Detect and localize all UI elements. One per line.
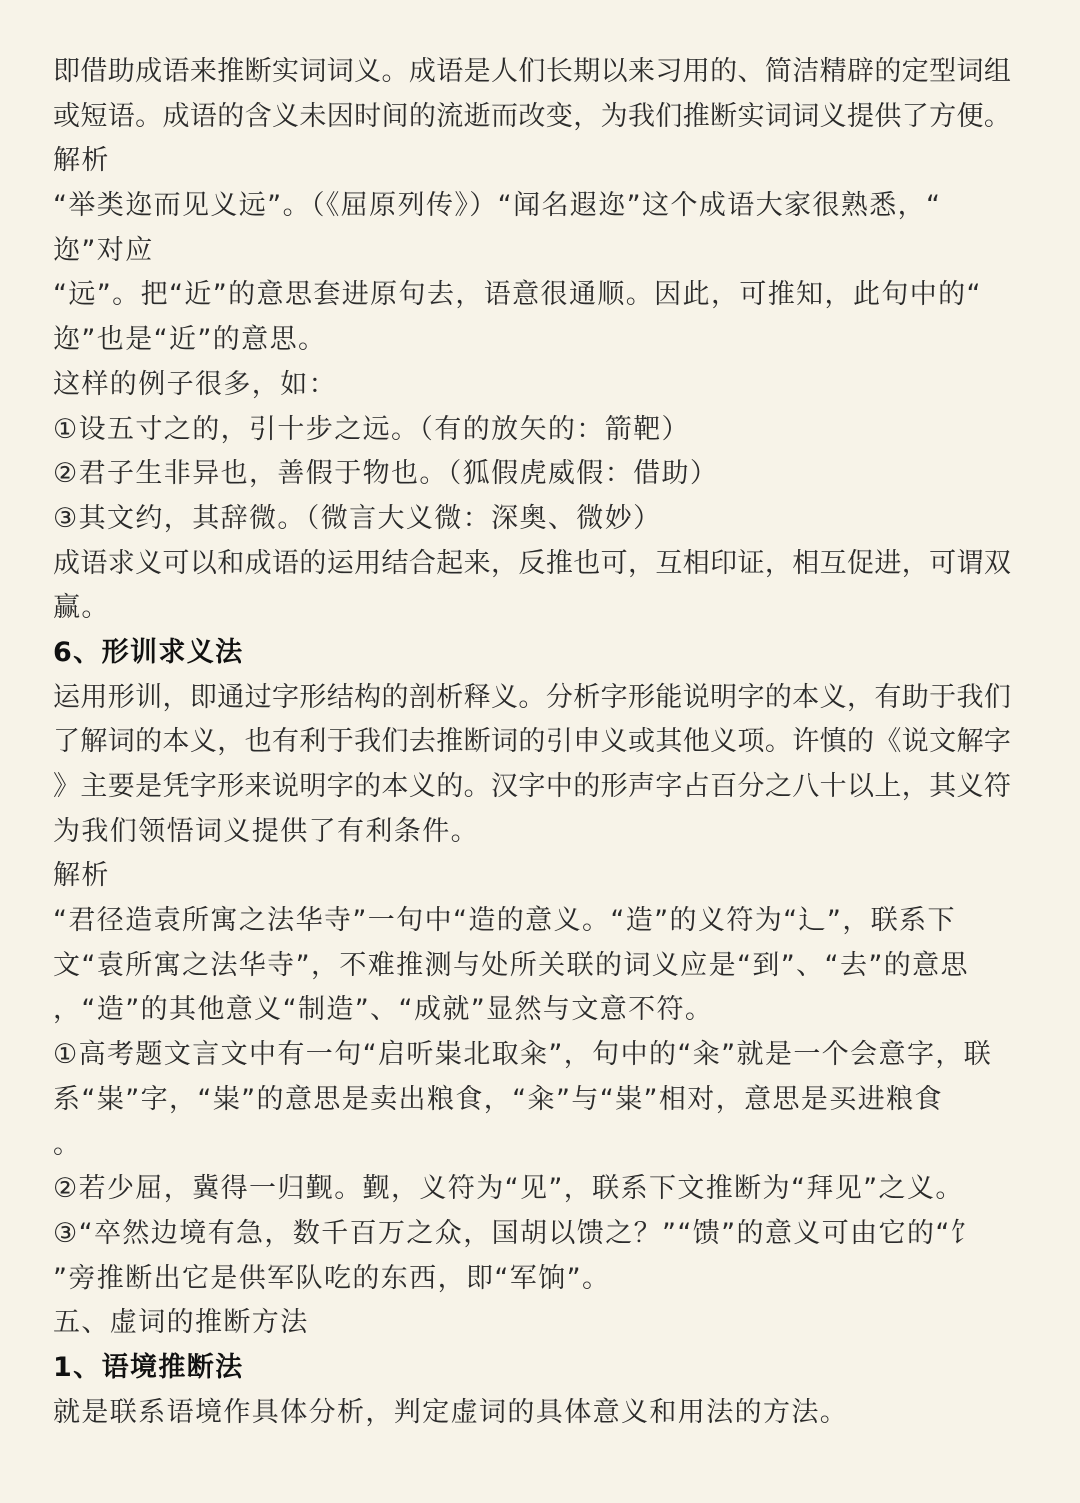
text-line: ①高考题文言文中有一句“启听粜北取籴”，句中的“籴”就是一个会意字，联 (53, 1039, 993, 1071)
text-line: “君径造袁所寓之法华寺”一句中“造的意义。“造”的义符为“辶”，联系下 (53, 905, 956, 937)
text-line: 五、虚词的推断方法 (53, 1307, 309, 1339)
text-line: ③“卒然边境有急，数千百万之众，国胡以馈之？”“馈”的意义可由它的“饣 (53, 1217, 980, 1249)
text-line: ”旁推断出它是供军队吃的东西，即“军饷”。 (53, 1262, 611, 1294)
text-line: 成语求义可以和成语的运用结合起来，反推也可，互相印证，相互促进，可谓双 (53, 547, 1012, 579)
text-line: 迩”对应 (53, 234, 154, 266)
text-line: 这样的例子很多，如： (53, 368, 337, 400)
section-heading: 1、语境推断法 (53, 1351, 244, 1383)
text-line: ，“造”的其他意义“制造”、“成就”显然与文意不符。 (53, 994, 714, 1026)
text-line: ②君子生非异也，善假于物也。（狐假虎威假：借助） (53, 458, 719, 490)
text-line: 》主要是凭字形来说明字的本义的。汉字中的形声字占百分之八十以上，其义符 (53, 771, 1012, 802)
text-line: 解析 (53, 860, 110, 892)
text-line: 迩”也是“近”的意思。 (53, 324, 327, 356)
text-line: ①设五寸之的，引十步之远。（有的放矢的：箭靶） (53, 413, 690, 445)
text-line: 。 (53, 1128, 82, 1160)
text-line: 赢。 (53, 592, 110, 624)
text-line: ③其文约，其辞微。（微言大义微：深奥、微妙） (53, 502, 662, 534)
text-line: 了解词的本义，也有利于我们去推断词的引申义或其他义项。许慎的《说文解字 (53, 726, 1012, 758)
text-line: “举类迩而见义远”。（《屈原列传》）“闻名遐迩”这个成语大家很熟悉，“ (53, 190, 942, 222)
text-line: “远”。把“近”的意思套进原句去，语意很通顺。因此，可推知，此句中的“ (53, 279, 982, 311)
text-line: 为我们领悟词义提供了有利条件。 (53, 815, 479, 847)
text-line: 即借助成语来推断实词词义。成语是人们长期以来习用的、简洁精辟的定型词组 (53, 56, 1012, 87)
section-heading: 6、形训求义法 (53, 636, 244, 668)
text-line: 文“袁所寓之法华寺”，不难推测与处所关联的词义应是“到”、“去”的意思 (53, 949, 969, 981)
text-line: 或短语。成语的含义未因时间的流逝而改变，为我们推断实词词义提供了方便。 (53, 100, 1012, 132)
text-line: ②若少屈，冀得一归觐。觐，义符为“见”，联系下文推断为“拜见”之义。 (53, 1173, 964, 1205)
text-line: 就是联系语境作具体分析，判定虚词的具体意义和用法的方法。 (53, 1396, 849, 1428)
document-body (53, 50, 1013, 1435)
text-line: 系“粜”字，“粜”的意思是卖出粮食，“籴”与“粜”相对，意思是买进粮食 (53, 1083, 943, 1115)
text-line: 运用形训，即通过字形结构的剖析释义。分析字形能说明字的本义，有助于我们 (53, 681, 1012, 713)
text-line: 解析 (53, 145, 110, 177)
